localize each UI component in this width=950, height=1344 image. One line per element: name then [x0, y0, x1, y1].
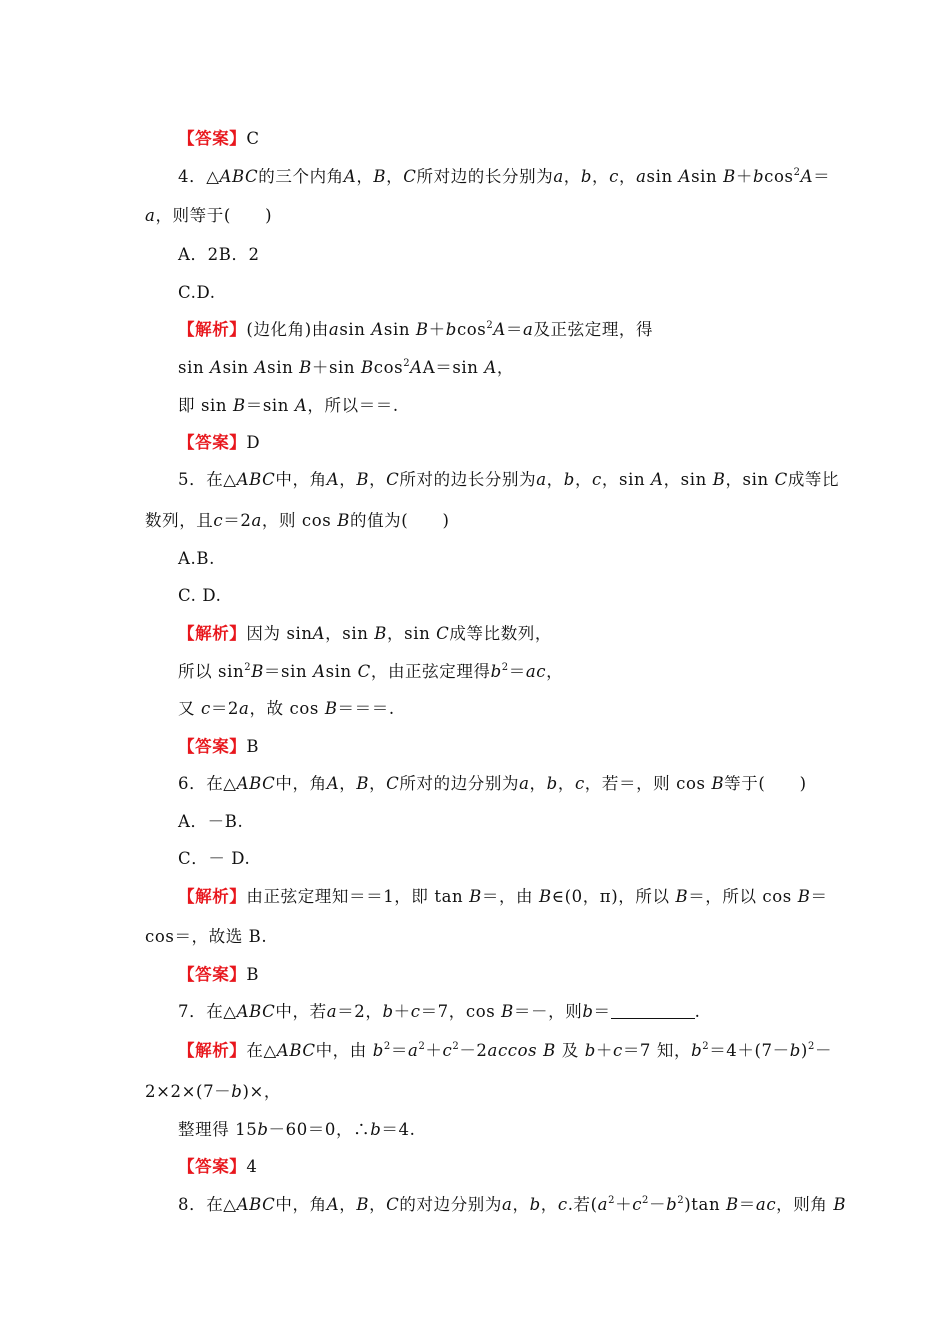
text-fragment: A — [800, 167, 814, 186]
question-4-line-1 — [178, 166, 830, 188]
text-fragment: A — [294, 396, 308, 415]
text-fragment: A — [326, 1195, 340, 1214]
text-fragment: 2 — [608, 1195, 616, 1206]
text-fragment: b — [563, 470, 575, 489]
text-fragment: A — [254, 358, 268, 377]
text-fragment: ， — [529, 774, 547, 793]
text-fragment: a — [408, 1041, 419, 1060]
text-fragment: 中，角 — [275, 774, 327, 793]
answer-line-q3 — [178, 128, 260, 150]
text-fragment: C — [386, 1195, 400, 1214]
text-fragment: C — [386, 774, 400, 793]
text-fragment: c — [612, 1041, 623, 1060]
text-fragment: 2 — [244, 662, 252, 673]
text-fragment: sin — [619, 470, 646, 489]
text-fragment: 2 — [403, 358, 411, 369]
answer-line-q6 — [178, 964, 259, 986]
text-fragment: 整理得 15 — [178, 1120, 258, 1139]
text-fragment: B — [712, 470, 726, 489]
text-fragment: 2 — [677, 1195, 685, 1206]
text-fragment: ＋ — [428, 320, 446, 339]
text-fragment: △ — [206, 167, 220, 186]
question-4-analysis-1 — [178, 319, 653, 341]
text-fragment: 中，若 — [275, 1002, 327, 1021]
text-fragment: ， — [563, 167, 581, 186]
text-fragment: ＋ — [615, 1195, 633, 1214]
text-fragment: 2 — [452, 1041, 460, 1052]
text-fragment: b — [370, 1120, 382, 1139]
text-fragment: 【答案】 — [178, 965, 247, 984]
text-fragment: － — [814, 1041, 833, 1060]
text-fragment: ＝2 — [210, 699, 240, 718]
answer-value: C — [246, 129, 260, 148]
text-fragment: ，故 cos — [249, 699, 319, 718]
text-fragment: A．2B．2 — [178, 245, 260, 264]
text-fragment: B — [337, 511, 350, 530]
question-5-analysis-2 — [178, 661, 563, 683]
text-fragment: 所对的边长分别为 — [399, 470, 537, 489]
text-fragment: －60＝0，∴ — [268, 1120, 371, 1139]
text-fragment: A — [484, 358, 497, 377]
text-fragment: ， — [356, 167, 374, 186]
text-fragment: b — [582, 1002, 594, 1021]
text-fragment: ，则 cos — [261, 511, 332, 530]
text-fragment: 又 — [178, 699, 196, 718]
text-fragment: c — [632, 1195, 643, 1214]
text-fragment: c — [213, 511, 224, 530]
text-fragment: sin — [383, 320, 416, 339]
text-fragment: ＝－，则 — [513, 1002, 583, 1021]
text-fragment: (边化角)由 — [246, 320, 329, 339]
text-fragment: B — [299, 358, 312, 377]
text-fragment: 的三个内角 — [258, 167, 344, 186]
text-fragment: b — [752, 167, 765, 186]
question-5-options-ab — [178, 548, 215, 570]
text-fragment: ， — [339, 1195, 357, 1214]
answer-tag: 【答案】 — [178, 129, 247, 148]
text-fragment: B — [373, 167, 387, 186]
text-fragment: ＝4. — [381, 1120, 416, 1139]
text-fragment: .若( — [567, 1195, 598, 1214]
text-fragment: a — [239, 699, 250, 718]
text-fragment: b — [584, 1041, 596, 1060]
text-fragment: ，若＝，则 cos — [584, 774, 706, 793]
text-fragment: 【解析】 — [178, 1041, 247, 1060]
text-fragment: b — [372, 1041, 384, 1060]
text-fragment: 2 — [383, 1041, 391, 1052]
text-fragment: ＝ — [593, 1002, 611, 1021]
text-fragment: a — [326, 1002, 338, 1021]
text-fragment: ＝2， — [337, 1002, 383, 1021]
text-fragment: 中，由 — [315, 1041, 367, 1060]
question-6-options-cd — [178, 848, 250, 870]
text-fragment: ＋ — [595, 1041, 613, 1060]
question-5-line-2 — [145, 510, 450, 532]
text-fragment: ＝ — [738, 1195, 756, 1214]
answer-line-q7 — [178, 1156, 258, 1178]
text-fragment: B — [251, 662, 264, 681]
text-fragment: B — [833, 1195, 847, 1214]
text-fragment: 2 — [793, 167, 801, 178]
text-fragment: ＝7，cos — [420, 1002, 496, 1021]
text-fragment: A.B. — [178, 549, 215, 568]
text-fragment: ， — [369, 1195, 387, 1214]
text-fragment: accos — [487, 1041, 538, 1060]
text-fragment: a — [502, 1195, 513, 1214]
text-fragment: 2×2×(7－ — [145, 1082, 232, 1101]
text-fragment: 5．在△ — [178, 470, 237, 489]
text-fragment: a — [251, 511, 262, 530]
text-fragment: 2 — [418, 1041, 426, 1052]
text-fragment: A — [326, 774, 340, 793]
text-fragment: b — [257, 1120, 269, 1139]
text-fragment: 的对边分别为 — [399, 1195, 503, 1214]
text-fragment: B — [711, 774, 725, 793]
text-fragment: ，由正弦定理得 — [370, 662, 491, 681]
text-fragment: B — [469, 887, 482, 906]
text-fragment: ABC — [236, 470, 276, 489]
text-fragment: . — [694, 1002, 701, 1021]
text-fragment: ＝7 知， — [622, 1041, 692, 1060]
text-fragment: b — [580, 167, 593, 186]
question-6-options-ab — [178, 811, 243, 833]
text-fragment: ， — [725, 470, 743, 489]
text-fragment: a — [328, 320, 340, 339]
text-fragment: sin — [325, 662, 358, 681]
text-fragment: B — [374, 624, 388, 643]
text-fragment: 由正弦定理知＝＝1，即 tan — [246, 887, 464, 906]
text-fragment: ， — [546, 662, 564, 681]
text-fragment: B — [675, 887, 689, 906]
text-fragment: 4 — [246, 1157, 258, 1176]
text-fragment: ＋ — [735, 167, 753, 186]
question-4-analysis-2 — [178, 357, 514, 379]
text-fragment: 7．在△ — [178, 1002, 237, 1021]
text-fragment: ＝，所以 cos — [688, 887, 792, 906]
text-fragment: sin — [222, 358, 255, 377]
question-6-line-1 — [178, 773, 807, 795]
text-fragment: b — [546, 774, 558, 793]
text-fragment: ， — [369, 774, 387, 793]
text-fragment: 等于( ) — [724, 774, 807, 793]
text-fragment: ＝ — [390, 1041, 408, 1060]
text-fragment: ) — [800, 1041, 808, 1060]
text-fragment: ∈(0，π)，所以 — [551, 887, 670, 906]
text-fragment: ， — [546, 470, 564, 489]
text-fragment: ABC — [236, 774, 276, 793]
text-fragment: A — [651, 470, 664, 489]
text-fragment: ， — [339, 470, 357, 489]
text-fragment: 4． — [178, 167, 207, 186]
text-fragment: ABC — [276, 1041, 316, 1060]
text-fragment: 2 — [501, 662, 509, 673]
text-fragment: sin — [339, 320, 372, 339]
text-fragment: 所对边的长分别为 — [416, 167, 554, 186]
text-fragment: ，则角 — [776, 1195, 828, 1214]
text-fragment: )×， — [242, 1082, 282, 1101]
text-fragment: ， — [369, 470, 387, 489]
text-fragment: ，则等于( ) — [155, 206, 273, 225]
text-fragment: －2 — [459, 1041, 488, 1060]
text-fragment: c — [410, 1002, 421, 1021]
text-fragment: B — [356, 774, 370, 793]
question-4-line-2 — [145, 205, 272, 227]
text-fragment: b — [789, 1041, 801, 1060]
text-fragment: ac — [525, 662, 547, 681]
text-fragment: A．－B. — [178, 812, 244, 831]
text-fragment: B — [232, 396, 246, 415]
question-5-options-cd — [178, 585, 221, 607]
text-fragment: B — [726, 1195, 739, 1214]
text-fragment: a — [519, 774, 530, 793]
text-fragment: cos — [373, 358, 404, 377]
text-fragment: c — [557, 1195, 568, 1214]
text-fragment: C — [386, 470, 400, 489]
text-fragment: C — [403, 167, 417, 186]
text-fragment: B — [415, 320, 429, 339]
text-fragment: 所以 sin — [178, 662, 245, 681]
text-fragment: 成等比 — [787, 470, 840, 489]
text-fragment: ＝ — [813, 167, 831, 186]
text-fragment: B — [797, 887, 811, 906]
question-7-line-1 — [178, 1001, 700, 1023]
text-fragment: ＝ — [505, 320, 523, 339]
text-fragment: ＝＝＝. — [337, 699, 395, 718]
text-fragment: b — [382, 1002, 394, 1021]
text-fragment: 6．在△ — [178, 774, 237, 793]
text-fragment: B — [361, 358, 374, 377]
text-fragment: 成等比数列， — [449, 624, 553, 643]
text-fragment: 2 — [702, 1041, 710, 1052]
text-fragment: 【答案】 — [178, 737, 247, 756]
text-fragment: C — [357, 662, 371, 681]
text-fragment: B — [246, 965, 260, 984]
text-fragment: ＝sin — [245, 396, 289, 415]
text-fragment: A — [326, 470, 340, 489]
text-fragment: 2 — [807, 1041, 815, 1052]
answer-line-q4 — [178, 432, 260, 454]
text-fragment: ， — [663, 470, 681, 489]
text-fragment: c — [200, 699, 211, 718]
text-fragment: C — [436, 624, 450, 643]
text-fragment: ＋sin — [311, 358, 362, 377]
text-fragment: sin — [680, 470, 707, 489]
text-fragment: cos — [764, 167, 794, 186]
text-fragment: ABC — [219, 167, 259, 186]
text-fragment: cos＝，故选 B. — [145, 927, 268, 946]
text-fragment: B — [356, 470, 370, 489]
text-fragment: a — [536, 470, 547, 489]
text-fragment: A — [493, 320, 506, 339]
text-fragment: ， — [512, 1195, 530, 1214]
text-fragment: ， — [339, 774, 357, 793]
text-fragment: 【答案】 — [178, 1157, 247, 1176]
text-fragment: sin — [646, 167, 679, 186]
text-fragment: b — [231, 1082, 243, 1101]
question-4-options-ab — [178, 244, 260, 266]
text-fragment: A — [313, 662, 326, 681]
question-7-analysis-3 — [178, 1119, 415, 1141]
text-fragment: A — [343, 167, 357, 186]
text-fragment: 及正弦定理，得 — [533, 320, 654, 339]
text-fragment: ＝ — [508, 662, 526, 681]
text-fragment: a — [523, 320, 534, 339]
text-fragment: 【解析】 — [178, 887, 247, 906]
text-fragment: 8．在△ — [178, 1195, 237, 1214]
text-fragment: ＝2 — [223, 511, 252, 530]
text-fragment: 因为 sin — [246, 624, 313, 643]
question-5-analysis-1 — [178, 623, 552, 645]
text-fragment: 所对的边分别为 — [399, 774, 520, 793]
text-fragment: ＝sin — [263, 662, 308, 681]
question-5-analysis-3 — [178, 698, 395, 720]
text-fragment: A＝sin — [422, 358, 479, 377]
text-fragment: ， — [496, 358, 514, 377]
text-fragment: B — [543, 1041, 556, 1060]
text-fragment: ＋ — [393, 1002, 411, 1021]
text-fragment: ，sin — [325, 624, 369, 643]
text-fragment: b — [490, 662, 502, 681]
text-fragment: 【解析】 — [178, 624, 247, 643]
answer-blank — [611, 1004, 695, 1019]
text-fragment: ac — [755, 1195, 777, 1214]
text-fragment: c — [574, 774, 585, 793]
text-fragment: ， — [574, 470, 593, 489]
text-fragment: B — [723, 167, 736, 186]
text-fragment: 的值为( ) — [349, 511, 450, 530]
text-fragment: ＋ — [425, 1041, 443, 1060]
text-fragment: ， — [557, 774, 575, 793]
text-fragment: ， — [386, 167, 404, 186]
text-fragment: ， — [601, 470, 619, 489]
text-fragment: B — [324, 699, 338, 718]
question-5-line-1 — [178, 469, 839, 491]
text-fragment: 中，角 — [275, 1195, 327, 1214]
text-fragment: 【答案】 — [178, 433, 247, 452]
text-fragment: ， — [592, 167, 610, 186]
question-6-analysis-1 — [178, 886, 828, 908]
text-fragment: c — [609, 167, 619, 186]
text-fragment: C. D. — [178, 586, 222, 605]
text-fragment: ＝4＋(7－ — [709, 1041, 790, 1060]
question-8-line-1 — [178, 1194, 846, 1216]
question-7-analysis-2 — [145, 1081, 281, 1103]
text-fragment: ＝，由 — [481, 887, 534, 906]
text-fragment: b — [691, 1041, 703, 1060]
text-fragment: D — [246, 433, 261, 452]
text-fragment: b — [529, 1195, 541, 1214]
text-fragment: － — [649, 1195, 667, 1214]
text-fragment: ABC — [236, 1002, 276, 1021]
text-fragment: B — [356, 1195, 370, 1214]
text-fragment: A — [410, 358, 423, 377]
text-fragment: sin — [267, 358, 300, 377]
text-fragment: ，sin — [387, 624, 431, 643]
text-fragment: ， — [540, 1195, 558, 1214]
question-4-analysis-3 — [178, 395, 399, 417]
text-fragment: 2 — [642, 1195, 649, 1206]
text-fragment: cos — [456, 320, 487, 339]
text-fragment: 2 — [486, 320, 494, 331]
text-fragment: A — [678, 167, 692, 186]
text-fragment: ，所以＝＝. — [307, 396, 399, 415]
text-fragment: A — [210, 358, 223, 377]
text-fragment: B — [539, 887, 552, 906]
text-fragment: C — [774, 470, 788, 489]
text-fragment: 在△ — [246, 1041, 277, 1060]
text-fragment: A — [371, 320, 384, 339]
text-fragment: sin — [178, 358, 205, 377]
question-4-options-cd — [178, 282, 216, 304]
text-fragment: ， — [618, 167, 637, 186]
text-fragment: c — [592, 470, 602, 489]
text-fragment: )tan — [684, 1195, 721, 1214]
text-fragment: ＝ — [810, 887, 828, 906]
text-fragment: A — [312, 624, 326, 643]
text-fragment: ABC — [236, 1195, 276, 1214]
text-fragment: b — [666, 1195, 678, 1214]
text-fragment: b — [445, 320, 457, 339]
text-fragment: 中，角 — [275, 470, 327, 489]
text-fragment: B — [246, 737, 260, 756]
text-fragment: C.D. — [178, 283, 216, 302]
text-fragment: a — [145, 206, 156, 225]
text-fragment: sin — [742, 470, 769, 489]
text-fragment: a — [597, 1195, 609, 1214]
analysis-tag: 【解析】 — [178, 320, 247, 339]
text-fragment: 及 — [561, 1041, 579, 1060]
text-fragment: B — [501, 1002, 514, 1021]
question-7-analysis-1 — [178, 1040, 832, 1062]
question-6-analysis-2 — [145, 926, 267, 948]
text-fragment: 即 sin — [178, 396, 228, 415]
text-fragment: c — [442, 1041, 453, 1060]
text-fragment: 数列，且 — [145, 511, 214, 530]
answer-line-q5 — [178, 736, 259, 758]
text-fragment: sin — [691, 167, 724, 186]
text-fragment: C．－ D. — [178, 849, 251, 868]
text-fragment: a — [553, 167, 564, 186]
text-fragment: a — [636, 167, 647, 186]
